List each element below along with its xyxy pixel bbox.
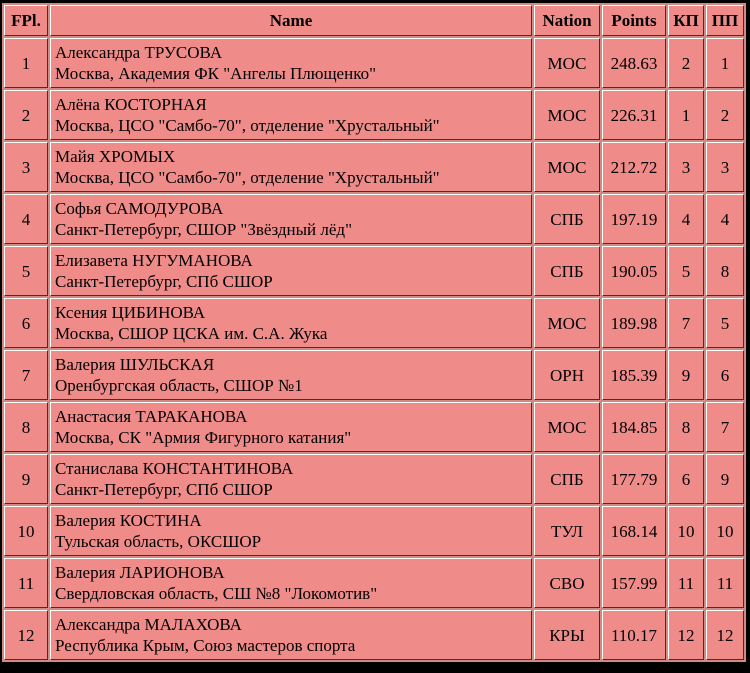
skater-name: Ксения ЦИБИНОВА [55,303,206,322]
results-body [4,38,744,660]
skater-club: Санкт-Петербург, СПб СШОР [55,480,273,499]
skater-name: Александра ТРУСОВА [55,43,223,62]
table-row [4,558,744,608]
skater-club: Республика Крым, Союз мастеров спорта [55,636,356,655]
cell-place: 5 [4,246,48,296]
cell-kp: 4 [668,194,704,244]
header-nation: Nation [534,5,600,36]
cell-place: 4 [4,194,48,244]
cell-name [50,38,532,88]
cell-place: 9 [4,454,48,504]
skater-club: Санкт-Петербург, СПб СШОР [55,272,273,291]
cell-kp: 10 [668,506,704,556]
cell-nation: МОС [534,90,600,140]
cell-points: 157.99 [602,558,666,608]
cell-kp: 8 [668,402,704,452]
skater-name: Валерия КОСТИНА [55,511,202,530]
skater-name: Майя ХРОМЫХ [55,147,176,166]
cell-pp: 8 [706,246,744,296]
cell-place: 12 [4,610,48,660]
table-row [4,194,744,244]
cell-place: 10 [4,506,48,556]
skater-name: Валерия ЛАРИОНОВА [55,563,225,582]
skater-club: Оренбургская область, СШОР №1 [55,376,303,395]
table-row [4,142,744,192]
skater-club: Москва, СК "Армия Фигурного катания" [55,428,352,447]
cell-points: 190.05 [602,246,666,296]
cell-kp: 3 [668,142,704,192]
table-row [4,610,744,660]
cell-kp: 7 [668,298,704,348]
cell-points: 177.79 [602,454,666,504]
header-points: Points [602,5,666,36]
skater-name: Анастасия ТАРАКАНОВА [55,407,248,426]
cell-name [50,298,532,348]
skater-name: Алёна КОСТОРНАЯ [55,95,207,114]
cell-points: 189.98 [602,298,666,348]
cell-nation: СВО [534,558,600,608]
table-row [4,402,744,452]
cell-kp: 11 [668,558,704,608]
cell-kp: 2 [668,38,704,88]
header-fpl: FPl. [4,5,48,36]
cell-pp: 10 [706,506,744,556]
table-row [4,38,744,88]
cell-nation: СПБ [534,246,600,296]
table-row [4,246,744,296]
header-row [4,5,744,36]
skater-club: Москва, ЦСО "Самбо-70", отделение "Хрустальный" [55,116,440,135]
skater-name: Валерия ШУЛЬСКАЯ [55,355,215,374]
cell-pp: 6 [706,350,744,400]
cell-name [50,610,532,660]
cell-nation: КРЫ [534,610,600,660]
table-row [4,454,744,504]
cell-pp: 7 [706,402,744,452]
cell-nation: СПБ [534,194,600,244]
cell-name [50,506,532,556]
cell-points: 185.39 [602,350,666,400]
skater-name: Станислава КОНСТАНТИНОВА [55,459,294,478]
cell-place: 7 [4,350,48,400]
table-row [4,298,744,348]
skater-club: Москва, СШОР ЦСКА им. С.А. Жука [55,324,328,343]
cell-nation: ОРН [534,350,600,400]
cell-kp: 5 [668,246,704,296]
cell-points: 184.85 [602,402,666,452]
cell-name [50,142,532,192]
cell-kp: 6 [668,454,704,504]
cell-nation: МОС [534,298,600,348]
cell-place: 3 [4,142,48,192]
cell-pp: 2 [706,90,744,140]
table-row [4,506,744,556]
cell-pp: 5 [706,298,744,348]
cell-place: 6 [4,298,48,348]
header-pp: ПП [706,5,744,36]
cell-name [50,246,532,296]
cell-place: 2 [4,90,48,140]
skater-name: Александра МАЛАХОВА [55,615,242,634]
skater-club: Свердловская область, СШ №8 "Локомотив" [55,584,378,603]
cell-name [50,454,532,504]
cell-kp: 12 [668,610,704,660]
cell-nation: ТУЛ [534,506,600,556]
cell-pp: 3 [706,142,744,192]
cell-points: 197.19 [602,194,666,244]
skater-name: Елизавета НУГУМАНОВА [55,251,253,270]
cell-kp: 9 [668,350,704,400]
skater-name: Софья САМОДУРОВА [55,199,224,218]
cell-place: 8 [4,402,48,452]
cell-pp: 11 [706,558,744,608]
cell-place: 11 [4,558,48,608]
cell-nation: МОС [534,142,600,192]
cell-nation: МОС [534,38,600,88]
skater-club: Тульская область, ОКСШОР [55,532,262,551]
skater-club: Санкт-Петербург, СШОР "Звёздный лёд" [55,220,353,239]
cell-points: 168.14 [602,506,666,556]
cell-kp: 1 [668,90,704,140]
cell-name [50,350,532,400]
skater-club: Москва, Академия ФК "Ангелы Плющенко" [55,64,377,83]
cell-nation: СПБ [534,454,600,504]
cell-name [50,194,532,244]
header-name: Name [50,5,532,36]
cell-pp: 9 [706,454,744,504]
cell-pp: 12 [706,610,744,660]
results-table [2,3,746,662]
header-kp: КП [668,5,704,36]
cell-points: 110.17 [602,610,666,660]
skater-club: Москва, ЦСО "Самбо-70", отделение "Хрустальный" [55,168,440,187]
cell-name [50,90,532,140]
table-row [4,350,744,400]
table-row [4,90,744,140]
cell-nation: МОС [534,402,600,452]
cell-place: 1 [4,38,48,88]
cell-points: 226.31 [602,90,666,140]
cell-name [50,402,532,452]
cell-pp: 4 [706,194,744,244]
cell-points: 212.72 [602,142,666,192]
cell-pp: 1 [706,38,744,88]
cell-name [50,558,532,608]
cell-points: 248.63 [602,38,666,88]
